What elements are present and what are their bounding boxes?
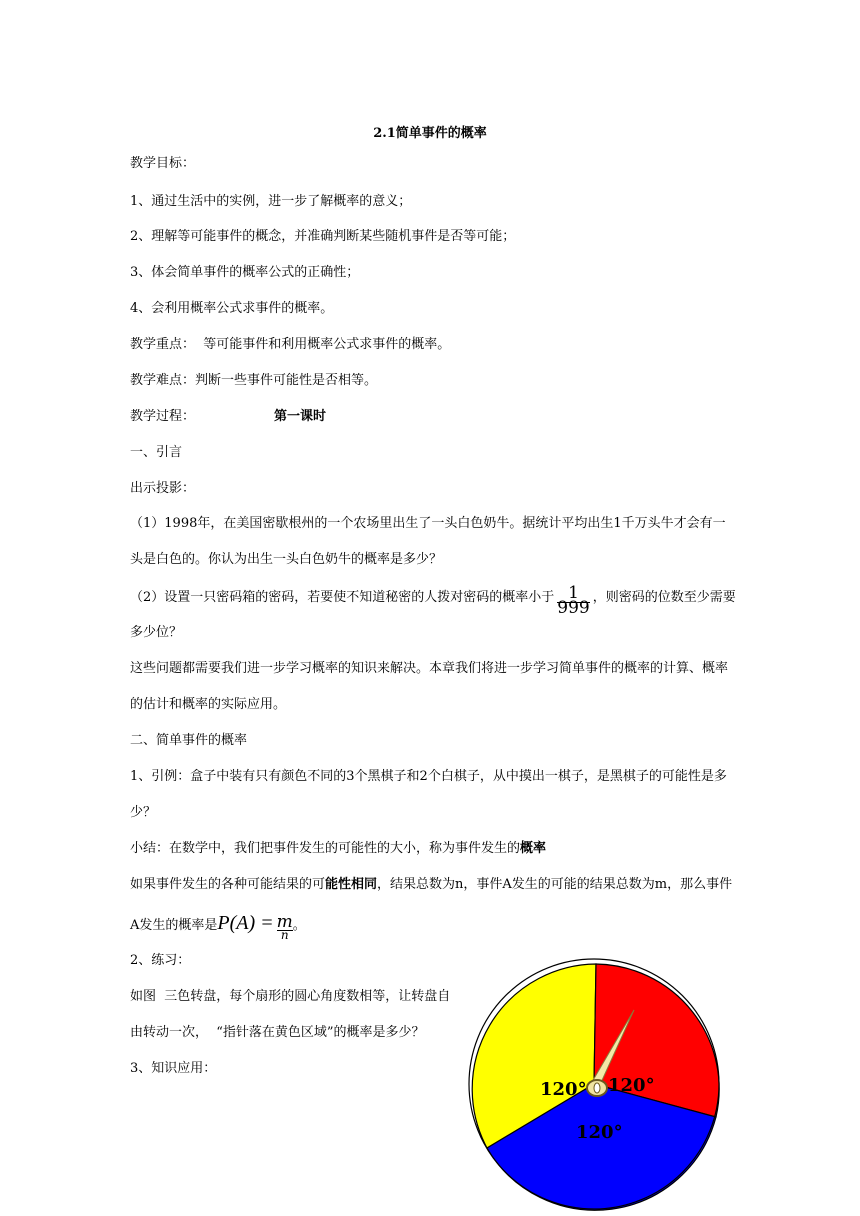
angle-label-red: 120° xyxy=(608,1075,655,1096)
definition-bold-term: 能性相同 xyxy=(325,877,378,892)
angle-label-blue: 120° xyxy=(576,1122,623,1143)
fraction-denominator: 999 xyxy=(557,598,590,618)
summary-term: 概率 xyxy=(520,841,547,856)
show-projection: 出示投影： xyxy=(130,481,196,496)
process-label: 教学过程： xyxy=(130,409,196,424)
practice-heading: 2、练习： xyxy=(130,953,191,968)
practice-line-2: 由转动一次， “指针落在黄色区域”的概率是多少？ xyxy=(130,1025,425,1040)
summary-line xyxy=(130,841,546,857)
question-2-line-1 xyxy=(130,580,736,616)
question-1-line-2: 头是白色的。你认为出生一头白色奶牛的概率是多少？ xyxy=(130,552,443,567)
definition-line-2 xyxy=(130,906,306,940)
fraction-numerator: 1 xyxy=(568,583,579,603)
formula-denominator: n xyxy=(280,928,289,942)
question-2-line-2: 多少位？ xyxy=(130,625,183,640)
definition-line-1 xyxy=(130,877,732,893)
document-title: 2.1简单事件的概率 xyxy=(373,126,487,141)
angle-label-yellow: 120° xyxy=(540,1079,587,1100)
application-heading: 3、知识应用： xyxy=(130,1061,217,1076)
formula-numerator: m xyxy=(276,912,293,932)
three-color-spinner xyxy=(466,962,720,1190)
difficulties: 教学难点：判断一些事件可能性是否相等。 xyxy=(130,373,378,388)
objective-2: 2、理解等可能事件的概念，并准确判断某些随机事件是否等可能； xyxy=(130,229,516,244)
definition-text-after: ，结果总数为n，事件A发生的可能的结果总数为m，那么事件 xyxy=(377,877,733,892)
intro-line-2: 的估计和概率的实际应用。 xyxy=(130,697,287,712)
intro-line-1: 这些问题都需要我们进一步学习概率的知识来解决。本章我们将进一步学习简单事件的概率的计算、概率 xyxy=(130,661,729,676)
definition-text-before: 如果事件发生的各种可能结果的可 xyxy=(130,877,326,892)
question-1-line-1: （1）1998年，在美国密歇根州的一个农场里出生了一头白色奶牛。据统计平均出生1千万头牛才会有一 xyxy=(130,516,726,531)
formula-fraction xyxy=(276,912,293,942)
objectives-heading: 教学目标： xyxy=(130,156,196,171)
probability-formula: P(A) = xyxy=(217,912,274,934)
summary-text: 小结：在数学中，我们把事件发生的可能性的大小，称为事件发生的 xyxy=(130,841,521,856)
section-simple-events-heading: 二、简单事件的概率 xyxy=(130,733,248,748)
section-intro-heading: 一、引言 xyxy=(130,445,183,460)
probability-fraction xyxy=(557,583,590,618)
objective-4: 4、会利用概率公式求事件的概率。 xyxy=(130,301,334,316)
key-points: 教学重点： 等可能事件和利用概率公式求事件的概率。 xyxy=(130,337,451,352)
question-2-text-before: （2）设置一只密码箱的密码，若要使不知道秘密的人拨对密码的概率小于 xyxy=(130,590,555,605)
definition-line-2-text: A发生的概率是 xyxy=(130,918,218,933)
pointer-hub-center xyxy=(594,1083,600,1093)
example-1-line-2: 少？ xyxy=(130,805,157,820)
question-2-text-after: ，则密码的位数至少需要 xyxy=(592,590,736,605)
practice-line-1: 如图 三色转盘，每个扇形的圆心角度数相等，让转盘自 xyxy=(130,989,451,1004)
definition-line-2-end: 。 xyxy=(292,918,306,933)
lesson-label: 第一课时 xyxy=(274,409,327,424)
example-1-line-1: 1、引例：盒子中装有只有颜色不同的3个黑棋子和2个白棋子，从中摸出一棋子，是黑棋子的可能性是多 xyxy=(130,769,727,784)
objective-3: 3、体会简单事件的概率公式的正确性； xyxy=(130,265,360,280)
objective-1: 1、通过生活中的实例，进一步了解概率的意义； xyxy=(130,194,412,209)
